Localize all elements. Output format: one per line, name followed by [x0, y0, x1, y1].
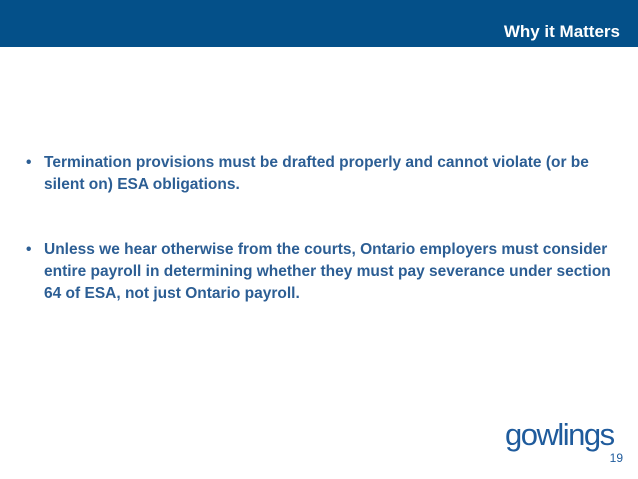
- bullet-item: [24, 239, 620, 305]
- bullet-text: Unless we hear otherwise from the courts, Ontario employers must consider entire payroll in determining whether they must pay severance under section 64 of ESA, not just Ontario payroll.: [44, 241, 611, 302]
- bullet-item: [24, 152, 620, 196]
- gowlings-logo: gowlings: [505, 417, 614, 452]
- header-bar: [0, 0, 638, 47]
- bullet-marker: •: [26, 241, 32, 258]
- bullet-list: [24, 152, 620, 305]
- slide-title: Why it Matters: [503, 22, 620, 41]
- page-number: 19: [609, 451, 623, 465]
- bullet-marker: •: [26, 154, 32, 171]
- bullet-text: Termination provisions must be drafted properly and cannot violate (or be silent on) ESA obligations.: [44, 154, 589, 193]
